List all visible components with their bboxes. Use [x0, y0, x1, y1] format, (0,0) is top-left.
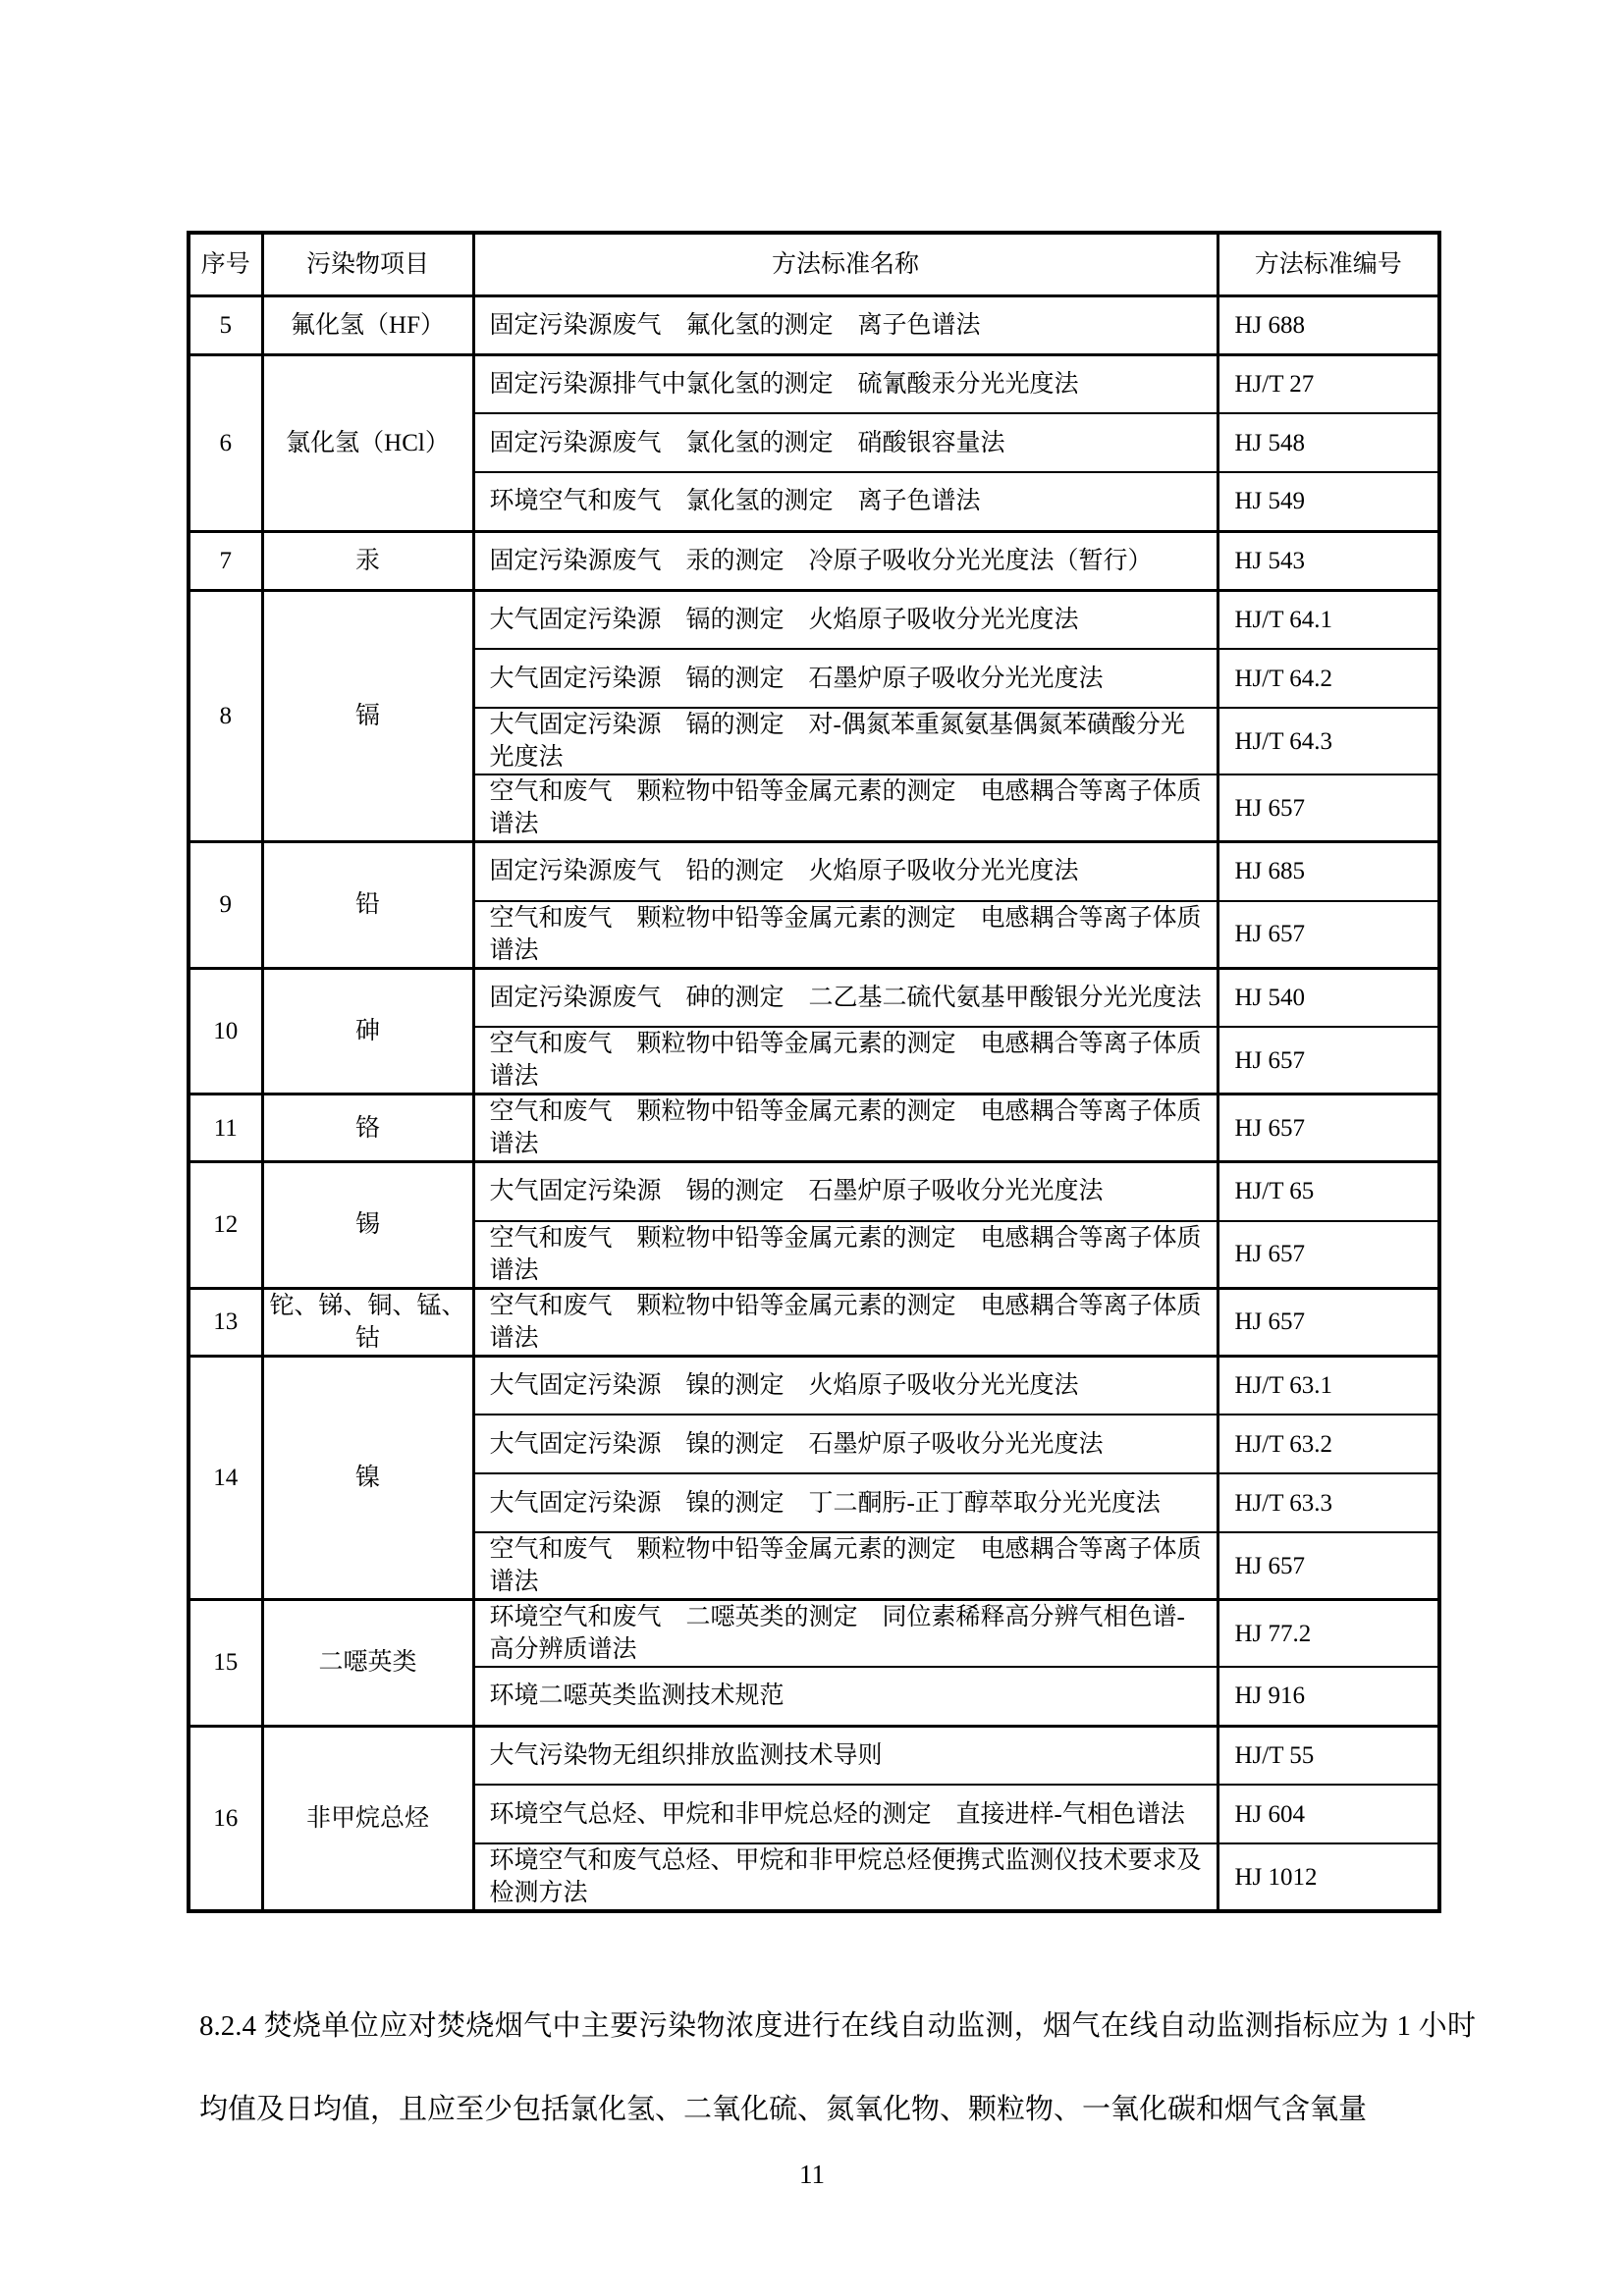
method-code-cell: HJ/T 27	[1218, 354, 1439, 413]
method-name-cell: 环境二噁英类监测技术规范	[473, 1667, 1218, 1726]
method-name-cell: 固定污染源废气 氯化氢的测定 硝酸银容量法	[473, 413, 1218, 472]
table-row	[189, 1162, 1439, 1221]
method-name-cell: 大气固定污染源 锡的测定 石墨炉原子吸收分光光度法	[473, 1162, 1218, 1221]
method-code-cell: HJ 688	[1218, 295, 1439, 354]
method-code-cell: HJ 77.2	[1218, 1600, 1439, 1668]
header-method-name: 方法标准名称	[473, 233, 1218, 295]
method-name-cell: 大气污染物无组织排放监测技术导则	[473, 1726, 1218, 1785]
seq-no-cell: 12	[189, 1162, 262, 1289]
method-name-cell: 空气和废气 颗粒物中铅等金属元素的测定 电感耦合等离子体质谱法	[473, 774, 1218, 842]
method-code-cell: HJ 657	[1218, 1532, 1439, 1600]
method-code-cell: HJ 548	[1218, 413, 1439, 472]
header-pollutant: 污染物项目	[262, 233, 473, 295]
header-method-code: 方法标准编号	[1218, 233, 1439, 295]
pollutant-cell: 铅	[262, 842, 473, 969]
pollutant-cell: 氯化氢（HCl）	[262, 354, 473, 531]
method-code-cell: HJ 1012	[1218, 1843, 1439, 1911]
table-row	[189, 531, 1439, 590]
table-row	[189, 1356, 1439, 1415]
method-code-cell: HJ/T 63.2	[1218, 1415, 1439, 1473]
method-code-cell: HJ 540	[1218, 968, 1439, 1027]
table-row	[189, 354, 1439, 413]
seq-no-cell: 15	[189, 1600, 262, 1727]
method-name-cell: 大气固定污染源 镍的测定 丁二酮肟-正丁醇萃取分光光度法	[473, 1473, 1218, 1532]
table-row	[189, 1726, 1439, 1785]
method-name-cell: 空气和废气 颗粒物中铅等金属元素的测定 电感耦合等离子体质谱法	[473, 1532, 1218, 1600]
method-name-cell: 固定污染源废气 铅的测定 火焰原子吸收分光光度法	[473, 842, 1218, 901]
method-name-cell: 空气和废气 颗粒物中铅等金属元素的测定 电感耦合等离子体质谱法	[473, 901, 1218, 969]
pollutant-cell: 镍	[262, 1356, 473, 1600]
method-code-cell: HJ 657	[1218, 1027, 1439, 1095]
method-name-cell: 环境空气总烃、甲烷和非甲烷总烃的测定 直接进样-气相色谱法	[473, 1785, 1218, 1843]
pollutant-cell: 汞	[262, 531, 473, 590]
method-name-cell: 环境空气和废气 二噁英类的测定 同位素稀释高分辨气相色谱-高分辨质谱法	[473, 1600, 1218, 1668]
clause-8-2-4: 8.2.4 焚烧单位应对焚烧烟气中主要污染物浓度进行在线自动监测，烟气在线自动监测指标应为 1 小时均值及日均值，且应至少包括氯化氢、二氧化硫、氮氧化物、颗粒物、一氧化碳和烟气含氧量	[199, 2010, 1476, 2125]
table-row	[189, 1600, 1439, 1668]
pollutant-cell: 氟化氢（HF）	[262, 295, 473, 354]
method-name-cell: 大气固定污染源 镉的测定 石墨炉原子吸收分光光度法	[473, 649, 1218, 708]
method-code-cell: HJ 657	[1218, 1288, 1439, 1356]
pollutant-cell: 铊、锑、铜、锰、钴	[262, 1288, 473, 1356]
method-code-cell: HJ/T 64.1	[1218, 590, 1439, 649]
method-name-cell: 大气固定污染源 镍的测定 石墨炉原子吸收分光光度法	[473, 1415, 1218, 1473]
method-code-cell: HJ/T 64.2	[1218, 649, 1439, 708]
method-name-cell: 大气固定污染源 镉的测定 火焰原子吸收分光光度法	[473, 590, 1218, 649]
method-standards-table	[187, 231, 1441, 1913]
table-row	[189, 295, 1439, 354]
method-name-cell: 空气和废气 颗粒物中铅等金属元素的测定 电感耦合等离子体质谱法	[473, 1095, 1218, 1162]
method-code-cell: HJ 657	[1218, 1221, 1439, 1289]
pollutant-cell: 二噁英类	[262, 1600, 473, 1727]
method-code-cell: HJ 543	[1218, 531, 1439, 590]
pollutant-cell: 非甲烷总烃	[262, 1726, 473, 1911]
table-row	[189, 842, 1439, 901]
method-code-cell: HJ 916	[1218, 1667, 1439, 1726]
table-row	[189, 968, 1439, 1027]
method-code-cell: HJ/T 64.3	[1218, 708, 1439, 774]
method-code-cell: HJ/T 63.3	[1218, 1473, 1439, 1532]
seq-no-cell: 11	[189, 1095, 262, 1162]
pollutant-cell: 镉	[262, 590, 473, 842]
method-code-cell: HJ/T 55	[1218, 1726, 1439, 1785]
method-code-cell: HJ/T 65	[1218, 1162, 1439, 1221]
pollutant-cell: 锡	[262, 1162, 473, 1289]
method-name-cell: 固定污染源废气 砷的测定 二乙基二硫代氨基甲酸银分光光度法	[473, 968, 1218, 1027]
seq-no-cell: 8	[189, 590, 262, 842]
table-row	[189, 590, 1439, 649]
method-code-cell: HJ 657	[1218, 774, 1439, 842]
method-code-cell: HJ 657	[1218, 901, 1439, 969]
seq-no-cell: 14	[189, 1356, 262, 1600]
seq-no-cell: 5	[189, 295, 262, 354]
method-name-cell: 固定污染源废气 氟化氢的测定 离子色谱法	[473, 295, 1218, 354]
table-row	[189, 1288, 1439, 1356]
method-name-cell: 大气固定污染源 镉的测定 对-偶氮苯重氮氨基偶氮苯磺酸分光光度法	[473, 708, 1218, 774]
seq-no-cell: 16	[189, 1726, 262, 1911]
method-name-cell: 环境空气和废气总烃、甲烷和非甲烷总烃便携式监测仪技术要求及检测方法	[473, 1843, 1218, 1911]
seq-no-cell: 10	[189, 968, 262, 1095]
seq-no-cell: 13	[189, 1288, 262, 1356]
method-name-cell: 环境空气和废气 氯化氢的测定 离子色谱法	[473, 472, 1218, 531]
method-code-cell: HJ 549	[1218, 472, 1439, 531]
table-body	[189, 295, 1439, 1911]
method-name-cell: 固定污染源废气 汞的测定 冷原子吸收分光光度法（暂行）	[473, 531, 1218, 590]
method-code-cell: HJ 604	[1218, 1785, 1439, 1843]
method-code-cell: HJ/T 63.1	[1218, 1356, 1439, 1415]
header-seq-no: 序号	[189, 233, 262, 295]
pollutant-cell: 砷	[262, 968, 473, 1095]
seq-no-cell: 9	[189, 842, 262, 969]
method-name-cell: 固定污染源排气中氯化氢的测定 硫氰酸汞分光光度法	[473, 354, 1218, 413]
method-name-cell: 空气和废气 颗粒物中铅等金属元素的测定 电感耦合等离子体质谱法	[473, 1221, 1218, 1289]
method-code-cell: HJ 657	[1218, 1095, 1439, 1162]
seq-no-cell: 7	[189, 531, 262, 590]
method-code-cell: HJ 685	[1218, 842, 1439, 901]
method-name-cell: 空气和废气 颗粒物中铅等金属元素的测定 电感耦合等离子体质谱法	[473, 1027, 1218, 1095]
table-header-row	[189, 233, 1439, 295]
method-name-cell: 空气和废气 颗粒物中铅等金属元素的测定 电感耦合等离子体质谱法	[473, 1288, 1218, 1356]
seq-no-cell: 6	[189, 354, 262, 531]
page-number: 11	[799, 2160, 825, 2189]
method-name-cell: 大气固定污染源 镍的测定 火焰原子吸收分光光度法	[473, 1356, 1218, 1415]
pollutant-cell: 铬	[262, 1095, 473, 1162]
table-row	[189, 1095, 1439, 1162]
